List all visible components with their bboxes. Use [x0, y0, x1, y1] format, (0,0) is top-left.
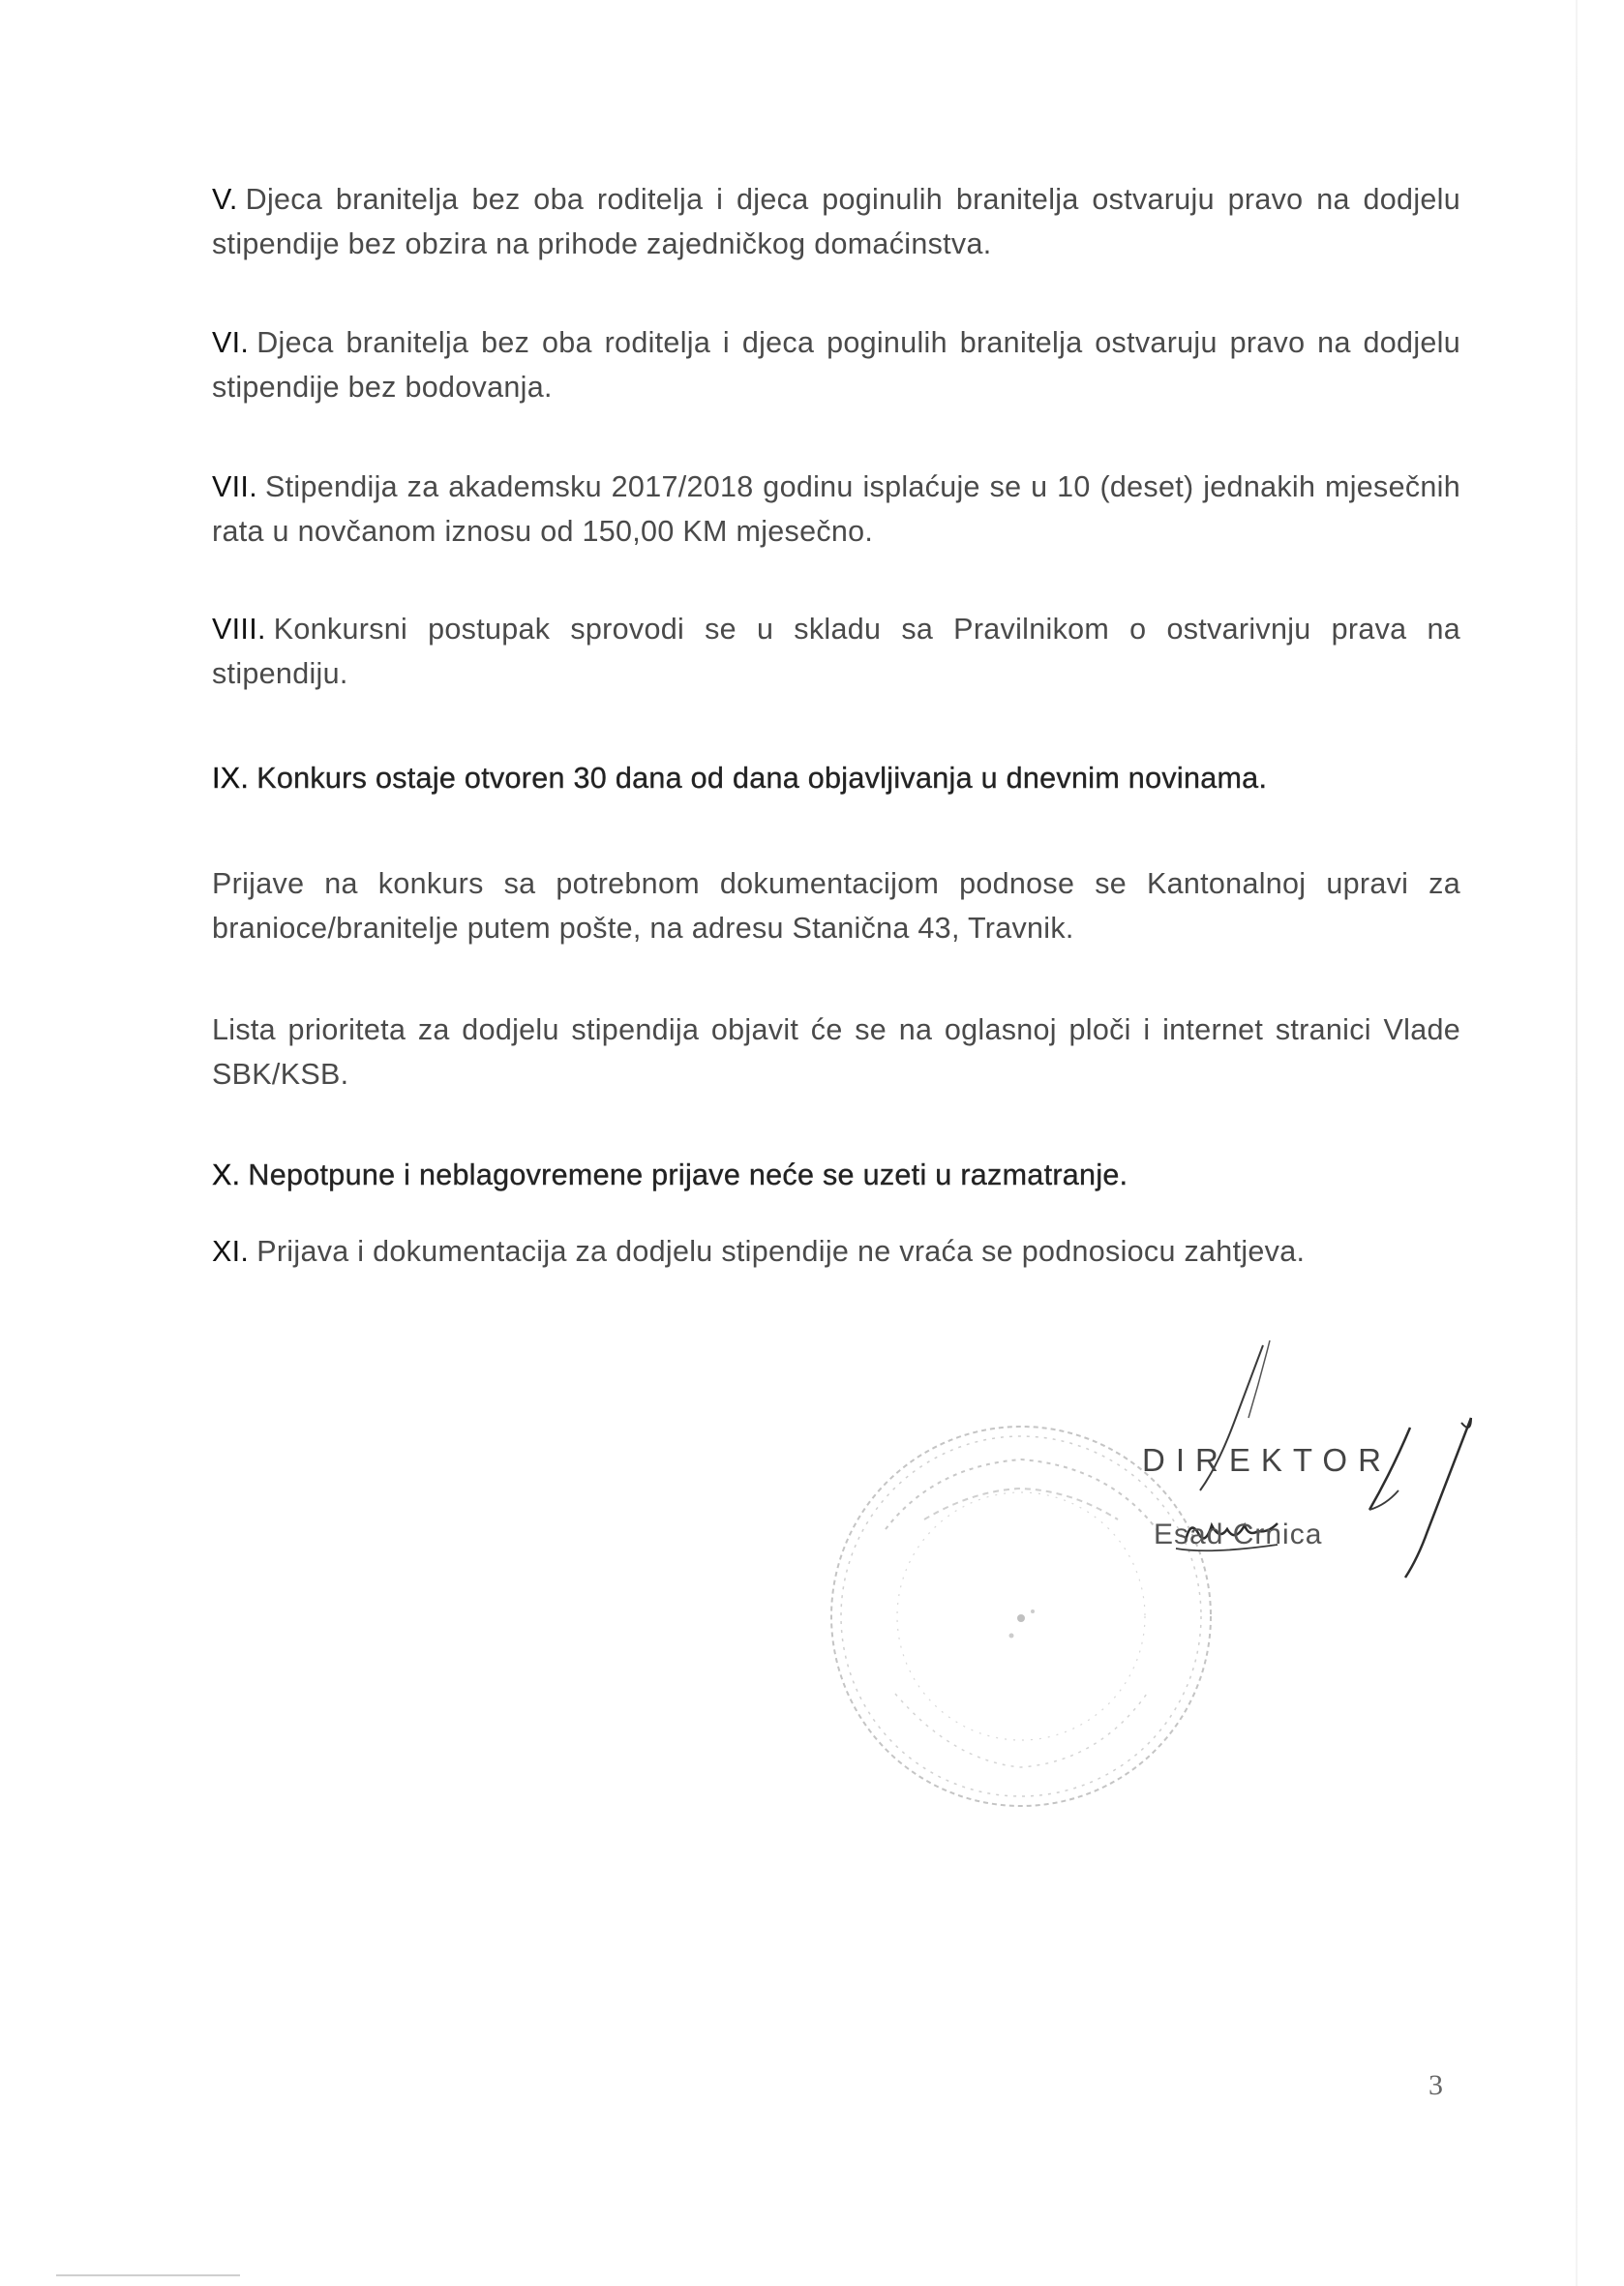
scan-edge-line — [1576, 0, 1578, 2286]
priority-list-paragraph — [212, 1008, 1460, 1097]
section-vi — [212, 320, 1460, 409]
section-number: VII. — [212, 470, 257, 503]
section-number: V. — [212, 183, 238, 216]
section-text: Prijava i dokumentacija za dodjelu stipendije ne vraća se podnosiocu zahtjeva. — [256, 1235, 1306, 1268]
section-text: Konkursni postupak sprovodi se u skladu sa Pravilnikom o ostvarivnju prava na stipendiju. — [212, 613, 1460, 690]
section-ix — [212, 756, 1460, 800]
section-vii — [212, 465, 1460, 554]
director-name: Esad Crnica — [1154, 1519, 1323, 1550]
section-text: Nepotpune i neblagovremene prijave neće se uzeti u razmatranje. — [248, 1158, 1128, 1191]
section-xi — [212, 1229, 1460, 1274]
section-viii — [212, 607, 1460, 696]
signature-block — [794, 1326, 1529, 1829]
section-text: Stipendija za akademsku 2017/2018 godinu isplaćuje se u 10 (deset) jednakih mjesečnih rata u novčanom iznosu od 150,00 KM mjesečno. — [212, 470, 1460, 548]
submission-paragraph — [212, 861, 1460, 950]
scan-edge-line — [56, 2274, 240, 2276]
section-text: Djeca branitelja bez oba roditelja i djeca poginulih branitelja ostvaruju pravo na dodjelu stipendije bez obzira na prihode zajedničkog domaćinstva. — [212, 183, 1460, 260]
section-text: Djeca branitelja bez oba roditelja i djeca poginulih branitelja ostvaruju pravo na dodjelu stipendije bez bodovanja. — [212, 326, 1460, 404]
section-text: Konkurs ostaje otvoren 30 dana od dana objavljivanja u dnevnim novinama. — [256, 762, 1268, 795]
section-number: XI. — [212, 1235, 250, 1268]
section-number: IX. — [212, 762, 250, 795]
section-x — [212, 1153, 1460, 1197]
section-number: VIII. — [212, 613, 266, 646]
section-number: VI. — [212, 326, 250, 359]
paragraph-text: Lista prioriteta za dodjelu stipendija objavit će se na oglasnoj ploči i internet stranici Vlade SBK/KSB. — [212, 1013, 1460, 1091]
paragraph-text: Prijave na konkurs sa potrebnom dokumentacijom podnose se Kantonalnoj upravi za branioce/branitelje putem pošte, na adresu Stanična 43, Travnik. — [212, 867, 1460, 945]
handwritten-signature — [794, 1326, 1529, 1829]
page-number: 3 — [1429, 2069, 1443, 2101]
director-title: DIREKTOR — [1142, 1442, 1392, 1478]
section-v — [212, 177, 1460, 266]
section-number: X. — [212, 1158, 241, 1191]
